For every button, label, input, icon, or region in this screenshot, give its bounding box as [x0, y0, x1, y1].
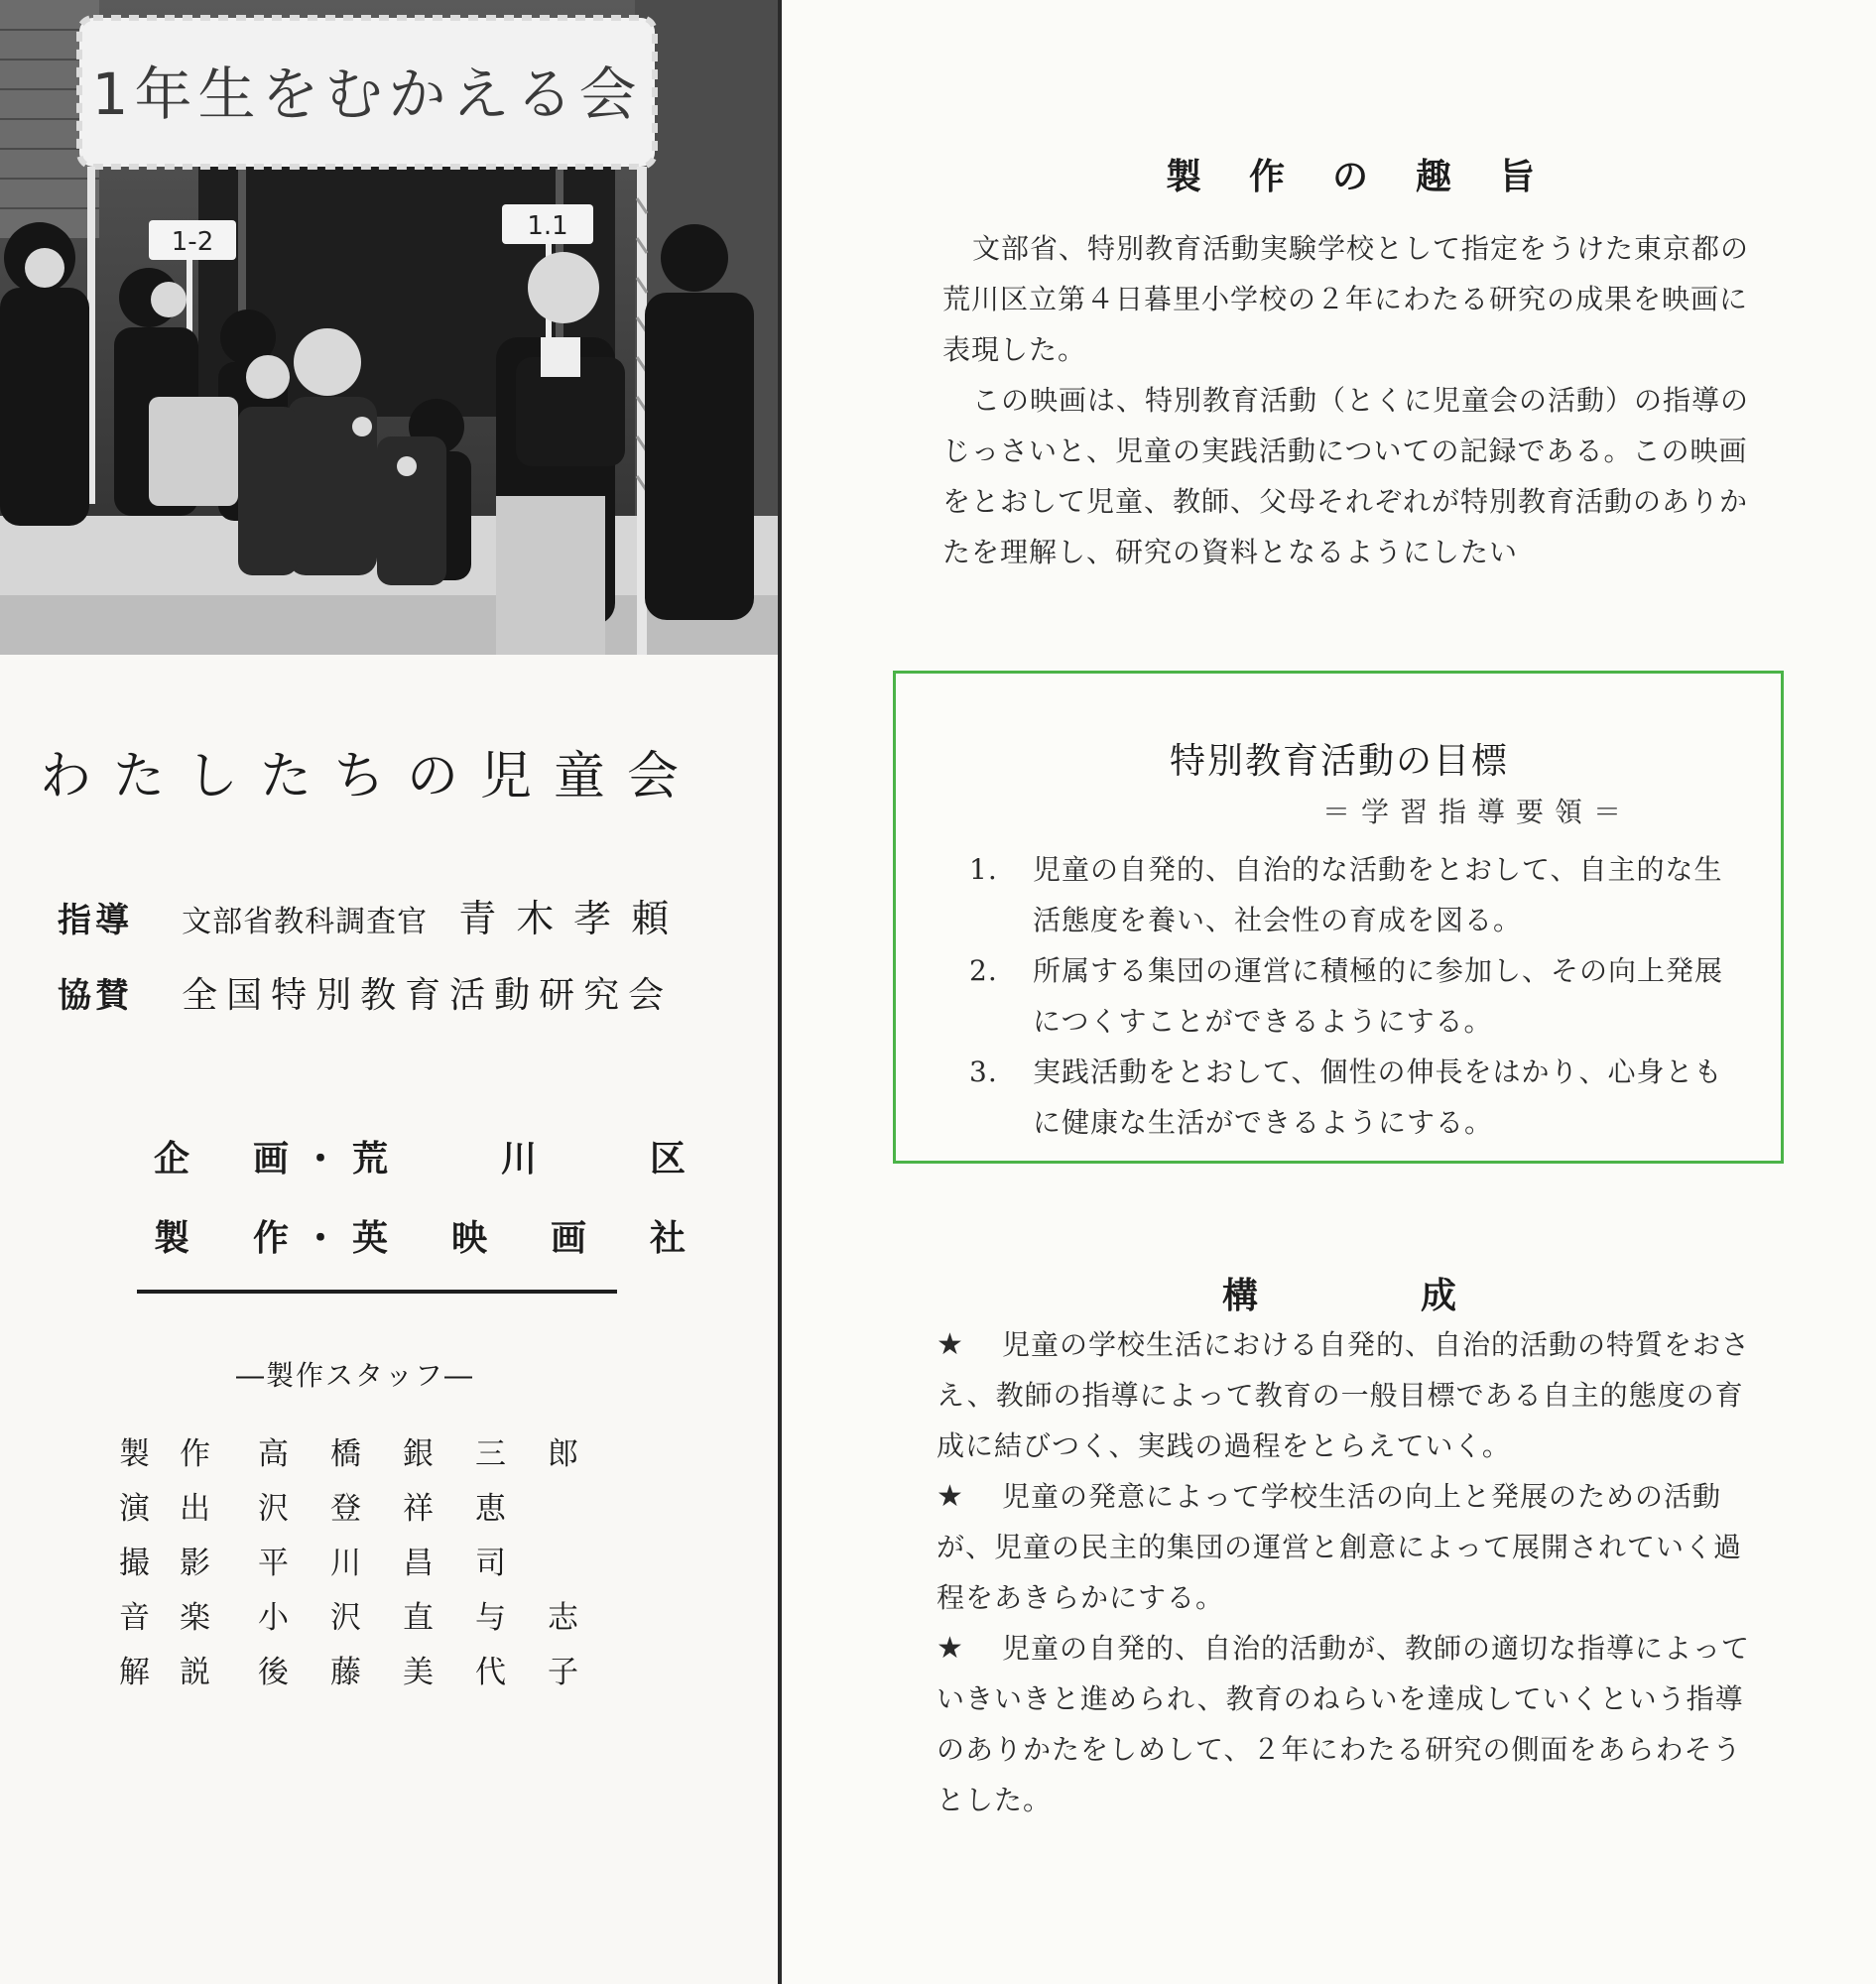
purpose-body — [942, 223, 1756, 577]
star-icon: ★ — [937, 1631, 964, 1666]
structure-text: 児童の発意によって学校生活の向上と発展のための活動が、児童の民主的集団の運営と創意によって展開されていく過程をあきらかにする。 — [937, 1480, 1743, 1614]
staff-name: 小沢直与志 — [258, 1600, 620, 1636]
staff-list — [119, 1424, 635, 1696]
support-label: 協賛 — [58, 976, 133, 1016]
staff-role: 解説 — [119, 1655, 240, 1690]
staff-heading: ―製作スタッフ― — [236, 1359, 475, 1392]
staff-role: 音楽 — [119, 1600, 240, 1636]
staff-row — [119, 1478, 635, 1533]
class-sign-right: 1.1 — [527, 211, 568, 241]
purpose-paragraph: この映画は、特別教育活動（とくに児童会の活動）の指導のじっさいと、児童の実践活動についての記録である。この映画をとおして児童、教師、父母それぞれが特別教育活動のありかたを理解し、研究の資料となるようにしたい — [942, 384, 1750, 568]
goal-item — [969, 844, 1723, 945]
structure-text: 児童の学校生活における自発的、自治的活動の特質をおさえ、教師の指導によって教育の一般目標である自主的態度の育成に結びつく、実践の過程をとらえていく。 — [937, 1328, 1751, 1462]
structure-text: 児童の自発的、自治的活動が、教師の適切な指導によっていきいきと進められ、教育のねらいを達成していくという指導のありかたをしめして、２年にわたる研究の側面をあらわそうとした。 — [937, 1632, 1751, 1816]
credit-guidance — [58, 888, 752, 942]
class-sign-left: 1-2 — [171, 227, 214, 257]
staff-row — [119, 1424, 635, 1478]
staff-role: 撮影 — [119, 1546, 240, 1581]
structure-item — [937, 1319, 1752, 1471]
credit-support — [58, 967, 752, 1018]
goals-title: 特別教育活動の目標 — [1170, 741, 1510, 782]
goal-text: 実践活動をとおして、個性の伸長をはかり、心身ともに健康な生活ができるようにする。 — [1033, 1055, 1723, 1139]
producer-planning: 企 画・荒 川 区 — [154, 1139, 700, 1179]
staff-row — [119, 1533, 635, 1587]
star-icon: ★ — [937, 1479, 964, 1514]
purpose-title: 製 作 の 趣 旨 — [1166, 157, 1542, 197]
film-title: わたしたちの児童会 — [40, 747, 701, 806]
staff-name: 後藤美代子 — [258, 1655, 620, 1690]
banner-text: 1年生をむかえる会 — [91, 61, 643, 128]
school-event-photo — [0, 0, 778, 655]
goal-number: 1. — [969, 853, 998, 886]
staff-name: 平川昌司 — [258, 1546, 548, 1581]
goal-number: 2. — [969, 954, 998, 987]
goal-text: 児童の自発的、自治的な活動をとおして、自主的な生活態度を養い、社会性の育成を図る。 — [1033, 853, 1723, 936]
goals-list — [969, 844, 1723, 1148]
staff-name: 沢登祥恵 — [258, 1491, 548, 1527]
goal-text: 所属する集団の運営に積極的に参加し、その向上発展につくすことができるようにする。 — [1033, 954, 1724, 1038]
staff-role: 製作 — [119, 1436, 240, 1472]
goals-box — [893, 671, 1784, 1164]
purpose-paragraph: 文部省、特別教育活動実験学校として指定をうけた東京都の荒川区立第４日暮里小学校の２年にわたる研究の成果を映画に表現した。 — [942, 232, 1750, 366]
divider-rule — [137, 1290, 617, 1294]
structure-title: 構 成 — [1222, 1276, 1461, 1316]
left-page — [0, 0, 779, 1984]
staff-row — [119, 1642, 635, 1696]
guidance-affiliation: 文部省教科調査官 — [182, 905, 429, 939]
guidance-label: 指導 — [58, 901, 133, 940]
staff-name: 高橋銀三郎 — [258, 1436, 620, 1472]
guidance-name: 青木孝頼 — [458, 897, 689, 940]
producer-production: 製 作・英 映 画 社 — [154, 1218, 700, 1259]
star-icon: ★ — [937, 1327, 964, 1362]
staff-row — [119, 1587, 635, 1642]
goal-number: 3. — [969, 1055, 998, 1088]
structure-item — [937, 1471, 1752, 1623]
goal-item — [969, 945, 1723, 1047]
structure-item — [937, 1623, 1752, 1825]
staff-role: 演出 — [119, 1491, 240, 1527]
goal-item — [969, 1047, 1723, 1148]
photo-illustration — [0, 0, 778, 655]
support-value: 全国特別教育活動研究会 — [182, 975, 674, 1016]
goals-subtitle: ＝学習指導要領＝ — [1322, 796, 1633, 828]
structure-list — [937, 1319, 1752, 1825]
